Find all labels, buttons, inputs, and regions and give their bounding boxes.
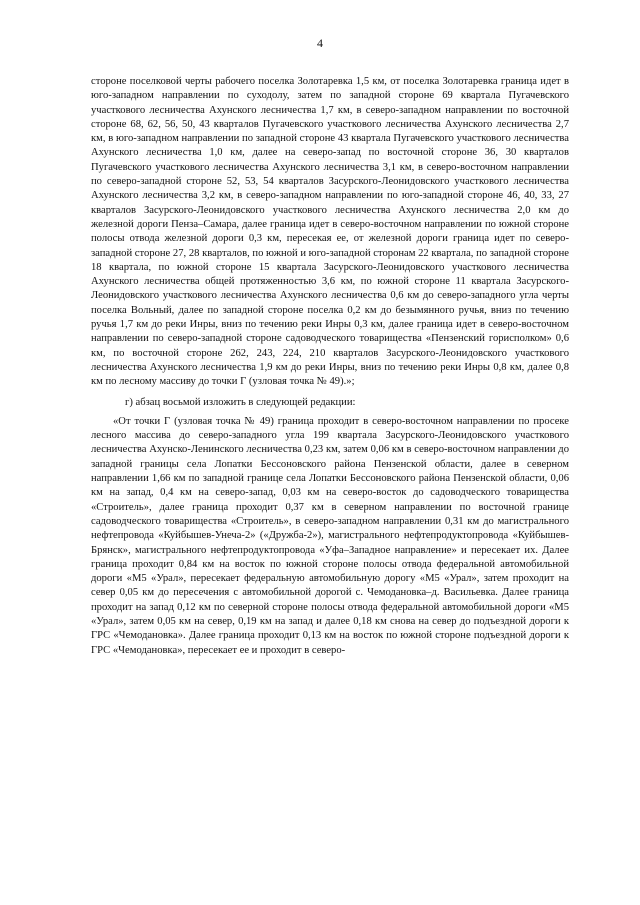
page-number: 4	[317, 36, 323, 50]
paragraph-continued-boundary-description: стороне поселковой черты рабочего поселка Золотаревка 1,5 км, от поселка Золотаревка граница идет в юго-западном направлении по суходолу, затем по западной стороне 69 квартала Пугачевского участкового лесничества Ахунского лесничества 1,7 км, в северо-западном направлении по восточной стороне 68, 62, 56, 50, 43 кварталов Пугачевского участкового лесничества Ахунского лесничества 2,7 км, в юго-западном направлении по западной стороне 43 квартала Пугачевского участкового лесничества Ахунского лесничества 1,0 км, далее на северо-запад по восточной стороне 36, 30 кварталов Пугачевского участкового лесничества Ахунского лесничества 3,1 км, в северо-восточном направлении по северо-западной стороне 52, 53, 54 кварталов Засурского-Леонидовского участкового лесничества Ахунского лесничества 3,2 км, в северо-западном направлении по юго-западной стороне 46, 40, 33, 27 кварталов Засурского-Леонидовского участкового лесничества Ахунского лесничества 2,0 км до железной дороги Пенза–Самара, далее граница идет в северо-восточном направлении по южной стороне полосы отвода железной дороги 0,3 км, пересекая ее, от железной дороги граница идет по северо-западной стороне 27, 28 кварталов, по южной и юго-западной сторонам 22 квартала, по западной стороне 18 квартала, по южной стороне 15 квартала Засурского-Леонидовского участкового лесничества Ахунского лесничества общей протяженностью 3,6 км, по южной стороне 11 квартала Засурского-Леонидовского участкового лесничества Ахунского лесничества 0,6 км до северо-западного угла черты поселка Вольный, далее по западной стороне поселка 0,2 км до безымянного ручья, вниз по течению ручья 1,7 км до реки Инры, вниз по течению реки Инры 0,3 км, далее граница идет в северо-восточном направлении по северо-западной стороне садоводческого товарищества «Пензенский горисполком» 0,6 км, по восточной стороне 262, 243, 224, 210 кварталов Засурского-Леонидовского участкового лесничества Ахунского лесничества 1,9 км до реки Инры, вниз по течению реки Инры 0,8 км, далее 0,8 км по лесному массиву до точки Г (узловая точка № 49).»;	[91, 76, 569, 388]
paragraph-new-boundary-description: «От точки Г (узловая точка № 49) граница проходит в северо-восточном направлении по просеке лесного массива до северо-западного угла 199 квартала Засурского-Леонидовского участкового лесничества Ахунско-Ленинского лесничества 0,23 км, затем 0,06 км в северо-восточном направлении до западной границы села Лопатки Бессоновского района Пензенской области, далее в северном направлении 1,66 км по западной границе села Лопатки Бессоновского района Пензенской области, 0,06 км на запад, 0,4 км на северо-запад, 0,03 км на северо-восток до садоводческого товарищества «Строитель», далее граница проходит 0,37 км в северном направлении по восточной границе садоводческого товарищества «Строитель», в северо-западном направлении 0,31 км до магистрального нефтепровода «Куйбышев-Унеча-2» («Дружба-2»), магистрального нефтепродуктопровода «Куйбышев-Брянск», магистрального нефтепродуктопровода «Уфа–Западное направление» и пересекает их. Далее граница проходит 0,84 км на восток по южной стороне полосы отвода федеральной автомобильной дороги «М5 «Урал», пересекает федеральную автомобильную дорогу «М5 «Урал», затем проходит на север 0,05 км до пересечения с автомобильной дорогой с. Чемодановка–д. Васильевка. Далее граница проходит на запад 0,12 км по северной стороне полосы отвода федеральной автомобильной дороги «М5 «Урал», затем 0,05 км на север, 0,19 км на запад и далее 0,18 км снова на север до подъездной дороги к ГРС «Чемодановка». Далее граница проходит 0,13 км на восток по южной стороне подъездной дороги к ГРС «Чемодановка», пересекает ее и проходит в северо-	[91, 415, 569, 656]
paragraph-amendment-instruction: г) абзац восьмой изложить в следующей редакции:	[125, 396, 356, 408]
document-body	[91, 75, 569, 658]
